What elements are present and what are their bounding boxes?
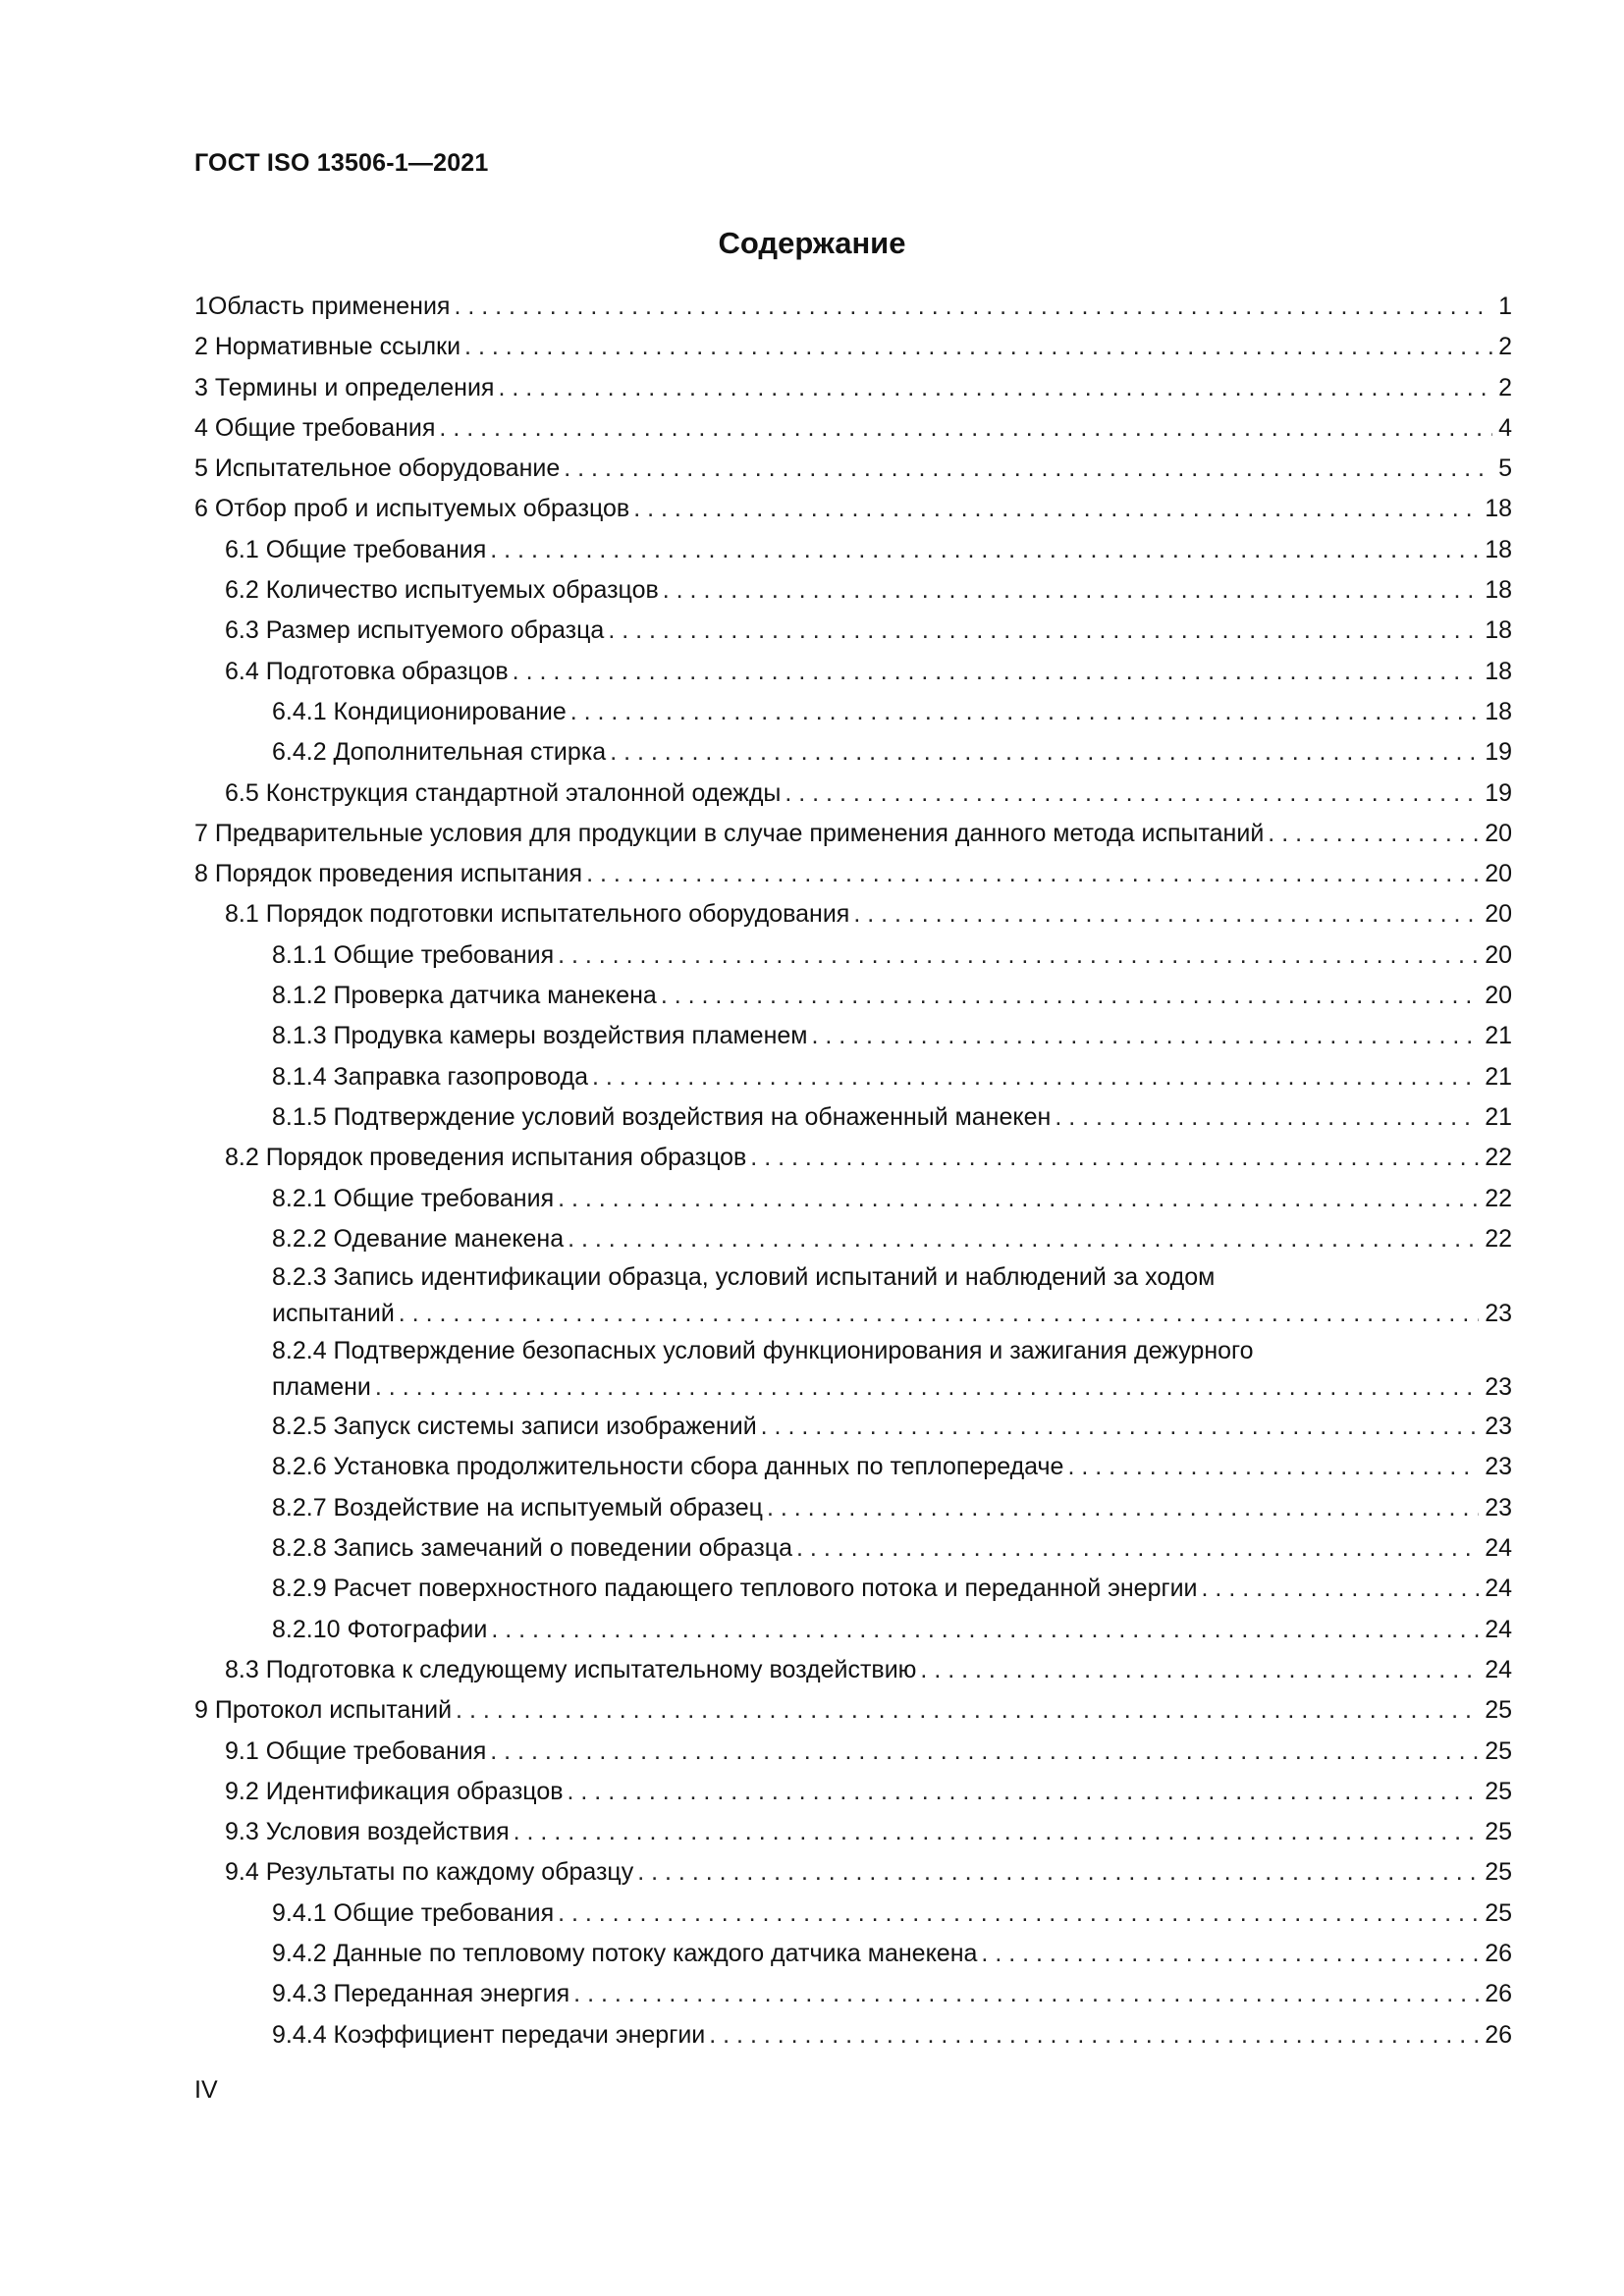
toc-entry-label: 6.4.2 Дополнительная стирка — [272, 738, 607, 767]
toc-entry-label: 8.2.4 Подтверждение безопасных условий функционирования и зажигания дежурного — [272, 1337, 1254, 1365]
toc-entry-page: 25 — [1485, 1777, 1512, 1805]
dot-leader — [1067, 1447, 1479, 1487]
toc-entry-page: 23 — [1485, 1373, 1512, 1402]
toc-entry-label: 8.2.1 Общие требования — [272, 1184, 555, 1212]
toc-entry-page: 21 — [1485, 1022, 1512, 1050]
toc-entry[interactable] — [194, 1179, 1512, 1219]
toc-entry-label: 6.5 Конструкция стандартной эталонной одежды — [225, 778, 782, 807]
toc-entry-label: 5 Испытательное оборудование — [194, 454, 561, 483]
toc-entry-label: 9.1 Общие требования — [225, 1736, 487, 1765]
toc-entry-page: 18 — [1485, 576, 1512, 605]
toc-entry-page: 19 — [1485, 738, 1512, 767]
dot-leader — [1202, 1569, 1480, 1609]
toc-entry-page: 21 — [1485, 1062, 1512, 1091]
dot-leader — [610, 732, 1479, 773]
toc-entry-label: 9.4.1 Общие требования — [272, 1898, 555, 1927]
toc-entry[interactable] — [194, 408, 1512, 449]
dot-leader — [558, 1894, 1479, 1934]
toc-entry-label: 8.1.3 Продувка камеры воздействия пламенем — [272, 1022, 808, 1050]
toc-entry-page: 23 — [1485, 1453, 1512, 1481]
toc-entry-page: 20 — [1485, 819, 1512, 847]
toc-entry-label: 8.1.5 Подтверждение условий воздействия на обнаженный манекен — [272, 1102, 1052, 1131]
toc-entry[interactable] — [194, 287, 1512, 327]
dot-leader — [454, 287, 1492, 327]
toc-entry-page: 23 — [1485, 1300, 1512, 1328]
toc-entry-label: 1Область применения — [194, 293, 451, 320]
toc-entry[interactable] — [194, 489, 1512, 529]
toc-entry-page: 26 — [1485, 1939, 1512, 1967]
toc-entry-page: 18 — [1485, 616, 1512, 645]
document-header: ГОСТ ISO 13506-1—2021 — [194, 149, 489, 177]
toc-entry-label: 9.3 Условия воздействия — [225, 1818, 510, 1846]
toc-entry-page: 23 — [1485, 1493, 1512, 1522]
dot-leader — [811, 1016, 1479, 1056]
dot-leader — [981, 1934, 1479, 1974]
toc-entry[interactable] — [194, 1569, 1512, 1609]
toc-entry-page: 2 — [1498, 373, 1512, 401]
toc-entry[interactable] — [194, 1610, 1512, 1650]
dot-leader — [663, 570, 1479, 611]
dot-leader — [761, 1407, 1480, 1447]
toc-entry-label: 8.2 Порядок проведения испытания образцов — [225, 1144, 747, 1172]
toc-entry-label: 8.2.6 Установка продолжительности сбора данных по теплопередаче — [272, 1453, 1064, 1481]
toc-entry[interactable] — [194, 935, 1512, 976]
toc-entry-page: 1 — [1498, 293, 1512, 320]
toc-entry[interactable] — [194, 732, 1512, 773]
dot-leader — [573, 1974, 1479, 2014]
dot-leader — [633, 489, 1479, 529]
dot-leader — [608, 611, 1479, 651]
toc-entry-page: 22 — [1485, 1224, 1512, 1253]
dot-leader — [514, 1812, 1480, 1852]
toc-entry[interactable] — [194, 1772, 1512, 1812]
toc-entry-label: 8.2.8 Запись замечаний о поведении образца — [272, 1534, 793, 1563]
toc-entry-label: 8.1.1 Общие требования — [272, 940, 555, 969]
toc-entry-page: 19 — [1485, 778, 1512, 807]
dot-leader — [490, 530, 1479, 570]
toc-entry-label: 6.3 Размер испытуемого образца — [225, 616, 605, 645]
dot-leader — [558, 935, 1479, 976]
toc-entry-page: 20 — [1485, 900, 1512, 929]
toc-entry-page: 21 — [1485, 1102, 1512, 1131]
toc-entry-label-continued: пламени — [272, 1373, 371, 1402]
toc-title: Содержание — [718, 226, 906, 260]
dot-leader — [464, 327, 1492, 367]
toc-entry-page: 25 — [1485, 1818, 1512, 1846]
toc-entry-label: 4 Общие требования — [194, 413, 436, 442]
toc-entry-page: 2 — [1498, 333, 1512, 361]
toc-entry-label: 8.2.3 Запись идентификации образца, условий испытаний и наблюдений за ходом — [272, 1263, 1216, 1292]
toc-entry[interactable] — [194, 1732, 1512, 1772]
toc-entry[interactable] — [194, 1097, 1512, 1138]
dot-leader — [568, 1219, 1479, 1259]
toc-entry-label: 8.2.7 Воздействие на испытуемый образец — [272, 1493, 763, 1522]
toc-entry[interactable] — [194, 814, 1512, 854]
toc-entry-page: 4 — [1498, 413, 1512, 442]
toc-entry[interactable] — [194, 692, 1512, 732]
toc-entry[interactable] — [194, 449, 1512, 489]
toc-entry[interactable] — [194, 1259, 1512, 1333]
toc-entry-page: 18 — [1485, 535, 1512, 563]
dot-leader — [490, 1732, 1479, 1772]
dot-leader — [661, 976, 1479, 1016]
toc-entry-label: 9.4.3 Переданная энергия — [272, 1980, 570, 2008]
toc-entry[interactable] — [194, 1934, 1512, 1974]
toc-entry[interactable] — [194, 1447, 1512, 1487]
toc-entry-page: 24 — [1485, 1575, 1512, 1603]
toc-entry-label: 6.1 Общие требования — [225, 535, 487, 563]
toc-entry-label: 9.2 Идентификация образцов — [225, 1777, 564, 1805]
table-of-contents — [194, 287, 1512, 2056]
toc-entry[interactable] — [194, 1407, 1512, 1447]
toc-entry-page: 25 — [1485, 1696, 1512, 1725]
toc-entry-label: 3 Термины и определения — [194, 373, 495, 401]
toc-entry[interactable] — [194, 1057, 1512, 1097]
dot-leader — [513, 652, 1480, 692]
toc-entry-page: 22 — [1485, 1144, 1512, 1172]
dot-leader — [592, 1057, 1479, 1097]
toc-entry[interactable] — [194, 368, 1512, 408]
toc-entry-label: 6 Отбор проб и испытуемых образцов — [194, 495, 630, 523]
dot-leader — [1268, 814, 1479, 854]
toc-entry-label: 8.2.5 Запуск системы записи изображений — [272, 1413, 757, 1441]
dot-leader — [767, 1488, 1479, 1528]
toc-entry-page: 20 — [1485, 940, 1512, 969]
toc-entry-page: 26 — [1485, 1980, 1512, 2008]
toc-entry-label: 8.1.4 Заправка газопровода — [272, 1062, 588, 1091]
dot-leader — [709, 2015, 1479, 2056]
toc-entry[interactable] — [194, 1812, 1512, 1852]
dot-leader — [637, 1852, 1479, 1893]
toc-entry[interactable] — [194, 854, 1512, 894]
toc-entry-page: 25 — [1485, 1898, 1512, 1927]
toc-entry[interactable] — [194, 1690, 1512, 1731]
dot-leader — [498, 368, 1492, 408]
toc-entry-label: 2 Нормативные ссылки — [194, 333, 461, 361]
dot-leader — [853, 894, 1479, 934]
dot-leader — [1055, 1097, 1479, 1138]
toc-entry-page: 5 — [1498, 454, 1512, 483]
toc-entry-page: 20 — [1485, 860, 1512, 888]
toc-entry-page: 24 — [1485, 1534, 1512, 1563]
toc-entry-label: 8.3 Подготовка к следующему испытательному воздействию — [225, 1655, 917, 1683]
toc-entry-label: 8.2.9 Расчет поверхностного падающего теплового потока и переданной энергии — [272, 1575, 1198, 1603]
toc-entry[interactable] — [194, 1974, 1512, 2014]
page-number: IV — [194, 2076, 218, 2104]
toc-entry-page: 24 — [1485, 1655, 1512, 1683]
toc-entry[interactable] — [194, 1894, 1512, 1934]
toc-entry-label: 7 Предварительные условия для продукции в случае применения данного метода испытаний — [194, 819, 1265, 847]
toc-entry-label: 9.4.4 Коэффициент передачи энергии — [272, 2020, 706, 2049]
toc-entry-page: 18 — [1485, 657, 1512, 685]
dot-leader — [456, 1690, 1479, 1731]
toc-entry[interactable] — [194, 2015, 1512, 2056]
toc-entry-label: 9.4.2 Данные по тепловому потоку каждого датчика манекена — [272, 1939, 978, 1967]
toc-entry[interactable] — [194, 1219, 1512, 1259]
toc-entry-page: 18 — [1485, 697, 1512, 725]
toc-entry-page: 25 — [1485, 1736, 1512, 1765]
toc-entry-label: 6.4.1 Кондиционирование — [272, 697, 567, 725]
toc-entry[interactable] — [194, 530, 1512, 570]
toc-entry[interactable] — [194, 1016, 1512, 1056]
toc-entry-label: 8.1.2 Проверка датчика манекена — [272, 982, 657, 1010]
toc-entry-label: 8.2.2 Одевание манекена — [272, 1224, 565, 1253]
toc-entry-page: 23 — [1485, 1413, 1512, 1441]
toc-entry[interactable] — [194, 1650, 1512, 1690]
toc-entry-label: 8.1 Порядок подготовки испытательного оборудования — [225, 900, 850, 929]
dot-leader — [796, 1528, 1479, 1569]
toc-entry[interactable] — [194, 611, 1512, 651]
toc-entry[interactable] — [194, 976, 1512, 1016]
dot-leader — [586, 854, 1479, 894]
toc-entry-label: 8.2.10 Фотографии — [272, 1615, 488, 1643]
dot-leader — [750, 1138, 1479, 1178]
toc-entry[interactable] — [194, 1333, 1512, 1407]
toc-entry-label: 6.2 Количество испытуемых образцов — [225, 576, 659, 605]
toc-entry[interactable] — [194, 1138, 1512, 1178]
toc-entry[interactable] — [194, 327, 1512, 367]
toc-entry-label-continued: испытаний — [272, 1300, 395, 1328]
toc-entry-label: 6.4 Подготовка образцов — [225, 657, 509, 685]
toc-entry-page: 24 — [1485, 1615, 1512, 1643]
dot-leader — [920, 1650, 1479, 1690]
dot-leader — [785, 774, 1479, 814]
toc-entry-page: 25 — [1485, 1858, 1512, 1887]
toc-entry[interactable] — [194, 774, 1512, 814]
toc-entry[interactable] — [194, 894, 1512, 934]
toc-entry-page: 26 — [1485, 2020, 1512, 2049]
dot-leader — [399, 1294, 1479, 1333]
toc-entry[interactable] — [194, 1488, 1512, 1528]
toc-entry[interactable] — [194, 570, 1512, 611]
toc-entry-label: 9.4 Результаты по каждому образцу — [225, 1858, 634, 1887]
toc-entry[interactable] — [194, 652, 1512, 692]
toc-entry-page: 20 — [1485, 982, 1512, 1010]
dot-leader — [568, 1772, 1480, 1812]
toc-entry[interactable] — [194, 1852, 1512, 1893]
dot-leader — [558, 1179, 1479, 1219]
toc-entry-page: 18 — [1485, 495, 1512, 523]
toc-entry-page: 22 — [1485, 1184, 1512, 1212]
toc-entry[interactable] — [194, 1528, 1512, 1569]
dot-leader — [570, 692, 1479, 732]
dot-leader — [564, 449, 1492, 489]
toc-entry-label: 8 Порядок проведения испытания — [194, 860, 583, 888]
dot-leader — [491, 1610, 1479, 1650]
toc-entry-label: 9 Протокол испытаний — [194, 1696, 453, 1725]
dot-leader — [439, 408, 1492, 449]
dot-leader — [375, 1367, 1479, 1407]
